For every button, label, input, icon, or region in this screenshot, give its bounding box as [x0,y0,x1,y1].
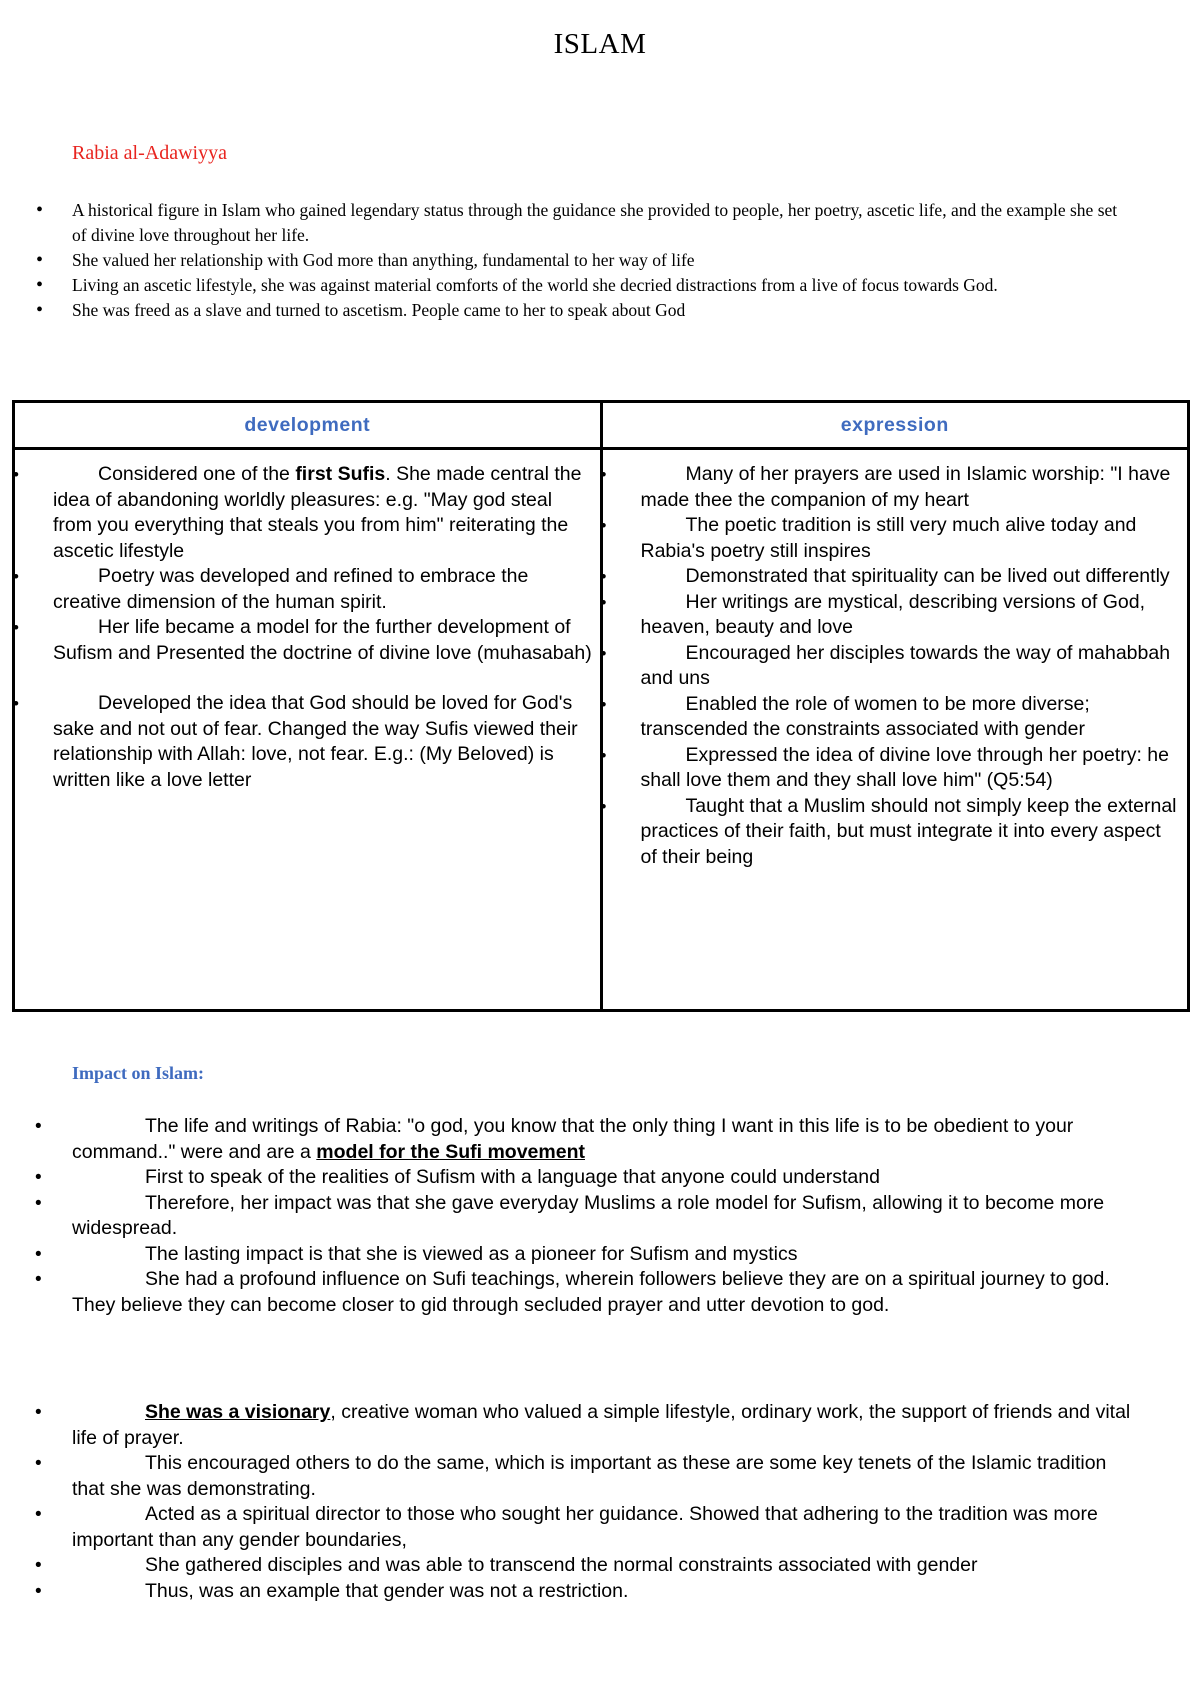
list-item: • The lasting impact is that she is viewed as a pioneer for Sufism and mystics [72,1242,1140,1268]
list-item: • Acted as a spiritual director to those who sought her guidance. Showed that adhering to the tradition was more important than any gender boundaries, [72,1502,1140,1553]
list-item: • Expressed the idea of divine love through her poetry: he shall love them and they shall love him" (Q5:54) [641,743,1182,794]
list-item: • Thus, was an example that gender was not a restriction. [72,1579,1140,1605]
list-item: • She gathered disciples and was able to transcend the normal constraints associated with gender [72,1553,1140,1579]
list-item: • The poetic tradition is still very much alive today and Rabia's poetry still inspires [641,513,1182,564]
list-item: • She was a visionary, creative woman who valued a simple lifestyle, ordinary work, the support of friends and vital life of prayer. [72,1400,1140,1451]
list-item: • She had a profound influence on Sufi teachings, wherein followers believe they are on a spiritual journey to god. They believe they can become closer to gid through secluded prayer and utter devotion to god. [72,1267,1140,1318]
list-item: • Poetry was developed and refined to embrace the creative dimension of the human spirit. [53,564,594,615]
subtitle: Rabia al-Adawiyya [72,142,227,164]
list-item: • The life and writings of Rabia: "o god, you know that the only thing I want in this life is to be obedient to your command.." were and are a model for the Sufi movement [72,1114,1140,1165]
impact-heading: Impact on Islam: [72,1063,205,1083]
page-title: ISLAM [553,28,647,60]
expression-list [641,462,1182,870]
list-item: • Enabled the role of women to be more diverse; transcended the constraints associated with gender [641,692,1182,743]
list-item: • Encouraged her disciples towards the way of mahabbah and uns [641,641,1182,692]
list-item: • She valued her relationship with God more than anything, fundamental to her way of life [72,248,1132,273]
list-item: • Considered one of the first Sufis. She made central the idea of abandoning worldly pleasures: e.g. "May god steal from you everything that steals you from him" reiterating the ascetic lifestyle [53,462,594,564]
list-item: • Many of her prayers are used in Islamic worship: "I have made thee the companion of my heart [641,462,1182,513]
list-item: • She was freed as a slave and turned to ascetism. People came to her to speak about God [72,298,1132,323]
development-list [53,462,594,793]
list-item: • A historical figure in Islam who gained legendary status through the guidance she provided to people, her poetry, ascetic life, and the example she set of divine love throughout her life. [72,198,1132,248]
list-item: • Taught that a Muslim should not simply keep the external practices of their faith, but must integrate it into every aspect of their being [641,794,1182,871]
impact-list [72,1114,1140,1318]
expression-header: expression [601,402,1189,449]
list-item: • Living an ascetic lifestyle, she was against material comforts of the world she decried distractions from a live of focus towards God. [72,273,1132,298]
sufi-movement-emphasis: model for the Sufi movement [316,1140,585,1163]
list-item: • Her life became a model for the further development of Sufism and Presented the doctrine of divine love (muhasabah) [53,615,594,666]
development-expression-table [12,400,1190,1012]
visionary-list [72,1400,1140,1604]
list-item: • Therefore, her impact was that she gave everyday Muslims a role model for Sufism, allowing it to become more widespread. [72,1191,1140,1242]
list-item: • Developed the idea that God should be loved for God's sake and not out of fear. Changed the way Sufis viewed their relationship with Allah: love, not fear. E.g.: (My Beloved) is written like a love letter [53,691,594,793]
intro-bullet-list [72,198,1132,323]
list-item: • This encouraged others to do the same, which is important as these are some key tenets of the Islamic tradition that she was demonstrating. [72,1451,1140,1502]
list-item: • Her writings are mystical, describing versions of God, heaven, beauty and love [641,590,1182,641]
visionary-emphasis: She was a visionary [145,1401,331,1423]
development-cell [14,449,602,1011]
list-item: • Demonstrated that spirituality can be lived out differently [641,564,1182,590]
development-header: development [14,402,602,449]
list-item: • First to speak of the realities of Sufism with a language that anyone could understand [72,1165,1140,1191]
first-sufis-emphasis: first Sufis [295,463,386,485]
expression-cell [601,449,1189,1011]
